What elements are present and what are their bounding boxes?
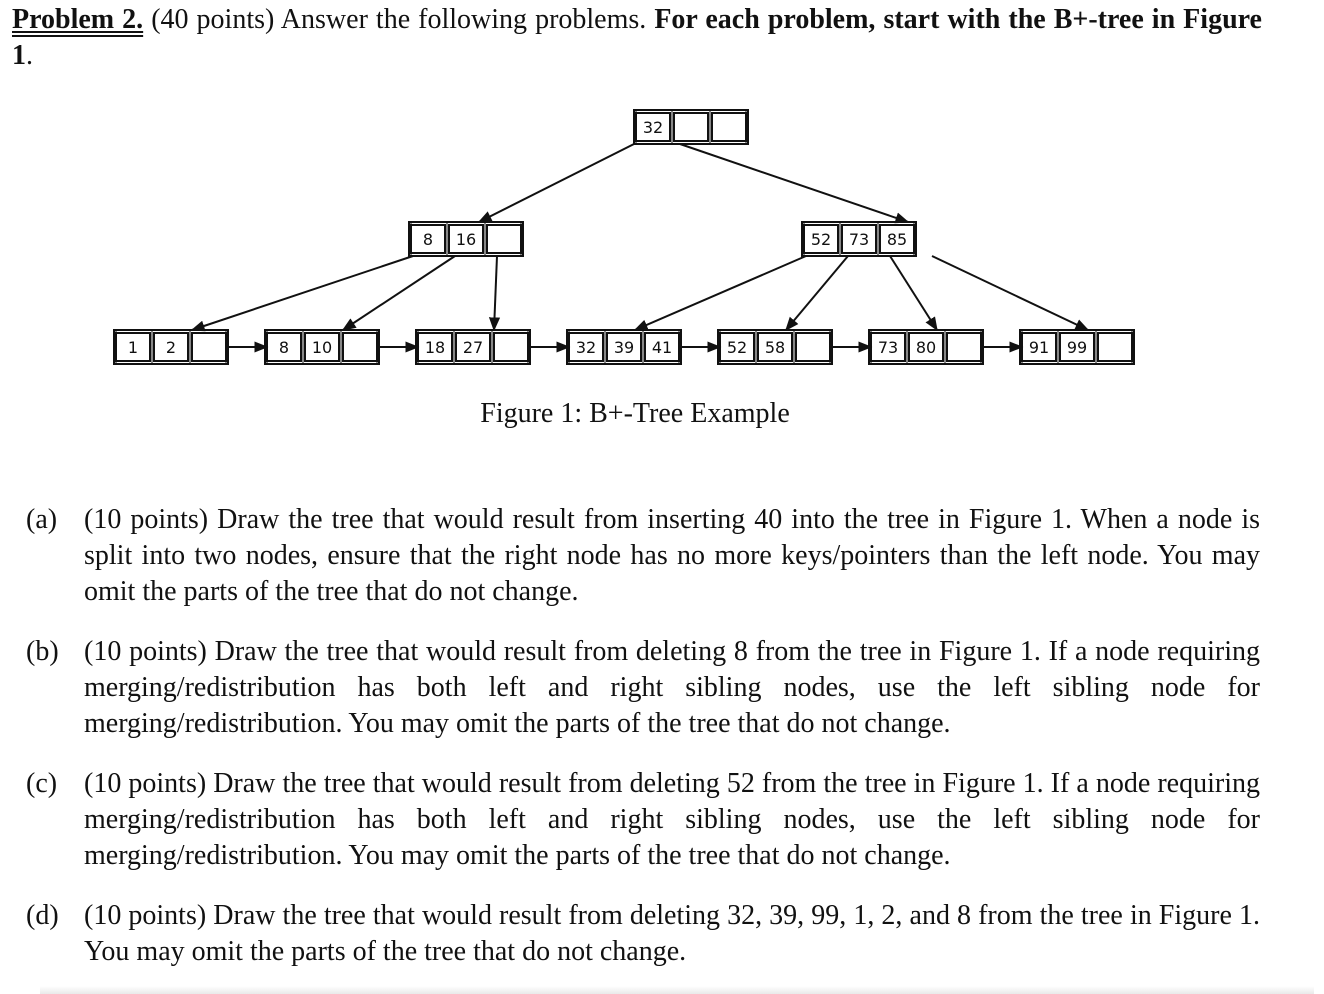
key-label: 39	[613, 338, 635, 357]
tree-pointer	[786, 256, 848, 330]
internal-node	[802, 222, 916, 256]
problem-text: (10 points) Draw the tree that would result from deleting 52 from the tree in Figure 1. If a node requiring merging/redistribution has both left and right sibling nodes, use the left sibling node for merging/redistribution. You may omit the parts of the tree that do not change.	[84, 768, 1260, 871]
key-cell	[674, 113, 708, 141]
key-cell	[712, 113, 746, 141]
problem-b	[26, 634, 1260, 742]
problem-header	[12, 2, 1262, 74]
page-edge-shadow	[40, 986, 1314, 994]
key-cell	[947, 333, 981, 361]
leaf-node	[1020, 330, 1134, 364]
key-label: 52	[726, 338, 748, 357]
key-label: 85	[886, 230, 908, 249]
key-label: 73	[848, 230, 870, 249]
problem-c	[26, 766, 1260, 874]
problem-title: Problem 2.	[12, 4, 144, 35]
tree-pointer	[635, 256, 806, 330]
tree-pointer	[192, 256, 413, 330]
tree-pointer	[494, 256, 497, 330]
problem-text: (10 points) Draw the tree that would result from inserting 40 into the tree in Figure 1. When a node is split into two nodes, ensure that the right node has no more keys/pointers than the left node. You may omit the parts of the tree that do not change.	[84, 504, 1260, 607]
tree-pointer	[890, 256, 937, 330]
key-label: 2	[165, 338, 177, 357]
root-node	[634, 110, 748, 144]
key-label: 91	[1028, 338, 1050, 357]
leaf-node	[114, 330, 228, 364]
leaf-node	[869, 330, 983, 364]
problem-list	[26, 502, 1260, 994]
figure-caption: Figure 1: B+-Tree Example	[480, 398, 790, 429]
problem-a	[26, 502, 1260, 610]
key-label: 99	[1066, 338, 1088, 357]
leaf-node	[567, 330, 681, 364]
tree-pointer	[680, 144, 908, 222]
key-label: 8	[422, 230, 434, 249]
problem-label: (b)	[26, 636, 59, 667]
key-label: 8	[278, 338, 290, 357]
key-label: 58	[764, 338, 786, 357]
key-label: 16	[455, 230, 477, 249]
key-cell	[796, 333, 830, 361]
problem-label: (a)	[26, 504, 58, 535]
key-label: 1	[127, 338, 139, 357]
problem-label: (c)	[26, 768, 58, 799]
key-label: 18	[424, 338, 446, 357]
tree-pointer	[932, 256, 1088, 330]
key-cell	[1098, 333, 1132, 361]
key-cell	[494, 333, 528, 361]
bplus-tree-figure	[0, 100, 1324, 380]
key-label: 27	[462, 338, 484, 357]
key-cell	[192, 333, 226, 361]
key-label: 73	[877, 338, 899, 357]
key-cell	[487, 225, 521, 253]
key-label: 32	[575, 338, 597, 357]
problem-text: (10 points) Draw the tree that would result from deleting 8 from the tree in Figure 1. If a node requiring merging/redistribution has both left and right sibling nodes, use the left sibling node for merging/redistribution. You may omit the parts of the tree that do not change.	[84, 636, 1260, 739]
leaf-node	[416, 330, 530, 364]
key-label: 80	[915, 338, 937, 357]
leaf-node	[718, 330, 832, 364]
problem-d	[26, 898, 1260, 970]
header-period: .	[26, 40, 33, 71]
tree-pointer	[479, 144, 634, 222]
internal-node	[409, 222, 523, 256]
key-label: 10	[311, 338, 333, 357]
problem-instruction: For each problem, start with the B+-tree in Figure 1	[12, 4, 1262, 71]
key-cell	[343, 333, 377, 361]
problem-text: (10 points) Draw the tree that would result from deleting 32, 39, 99, 1, 2, and 8 from the tree in Figure 1. You may omit the parts of the tree that do not change.	[84, 900, 1260, 967]
key-label: 41	[651, 338, 673, 357]
leaf-node	[265, 330, 379, 364]
tree-pointer	[343, 256, 455, 330]
key-label: 32	[642, 118, 664, 137]
key-label: 52	[810, 230, 832, 249]
problem-points: (40 points) Answer the following problems.	[151, 4, 647, 35]
problem-label: (d)	[26, 900, 59, 931]
